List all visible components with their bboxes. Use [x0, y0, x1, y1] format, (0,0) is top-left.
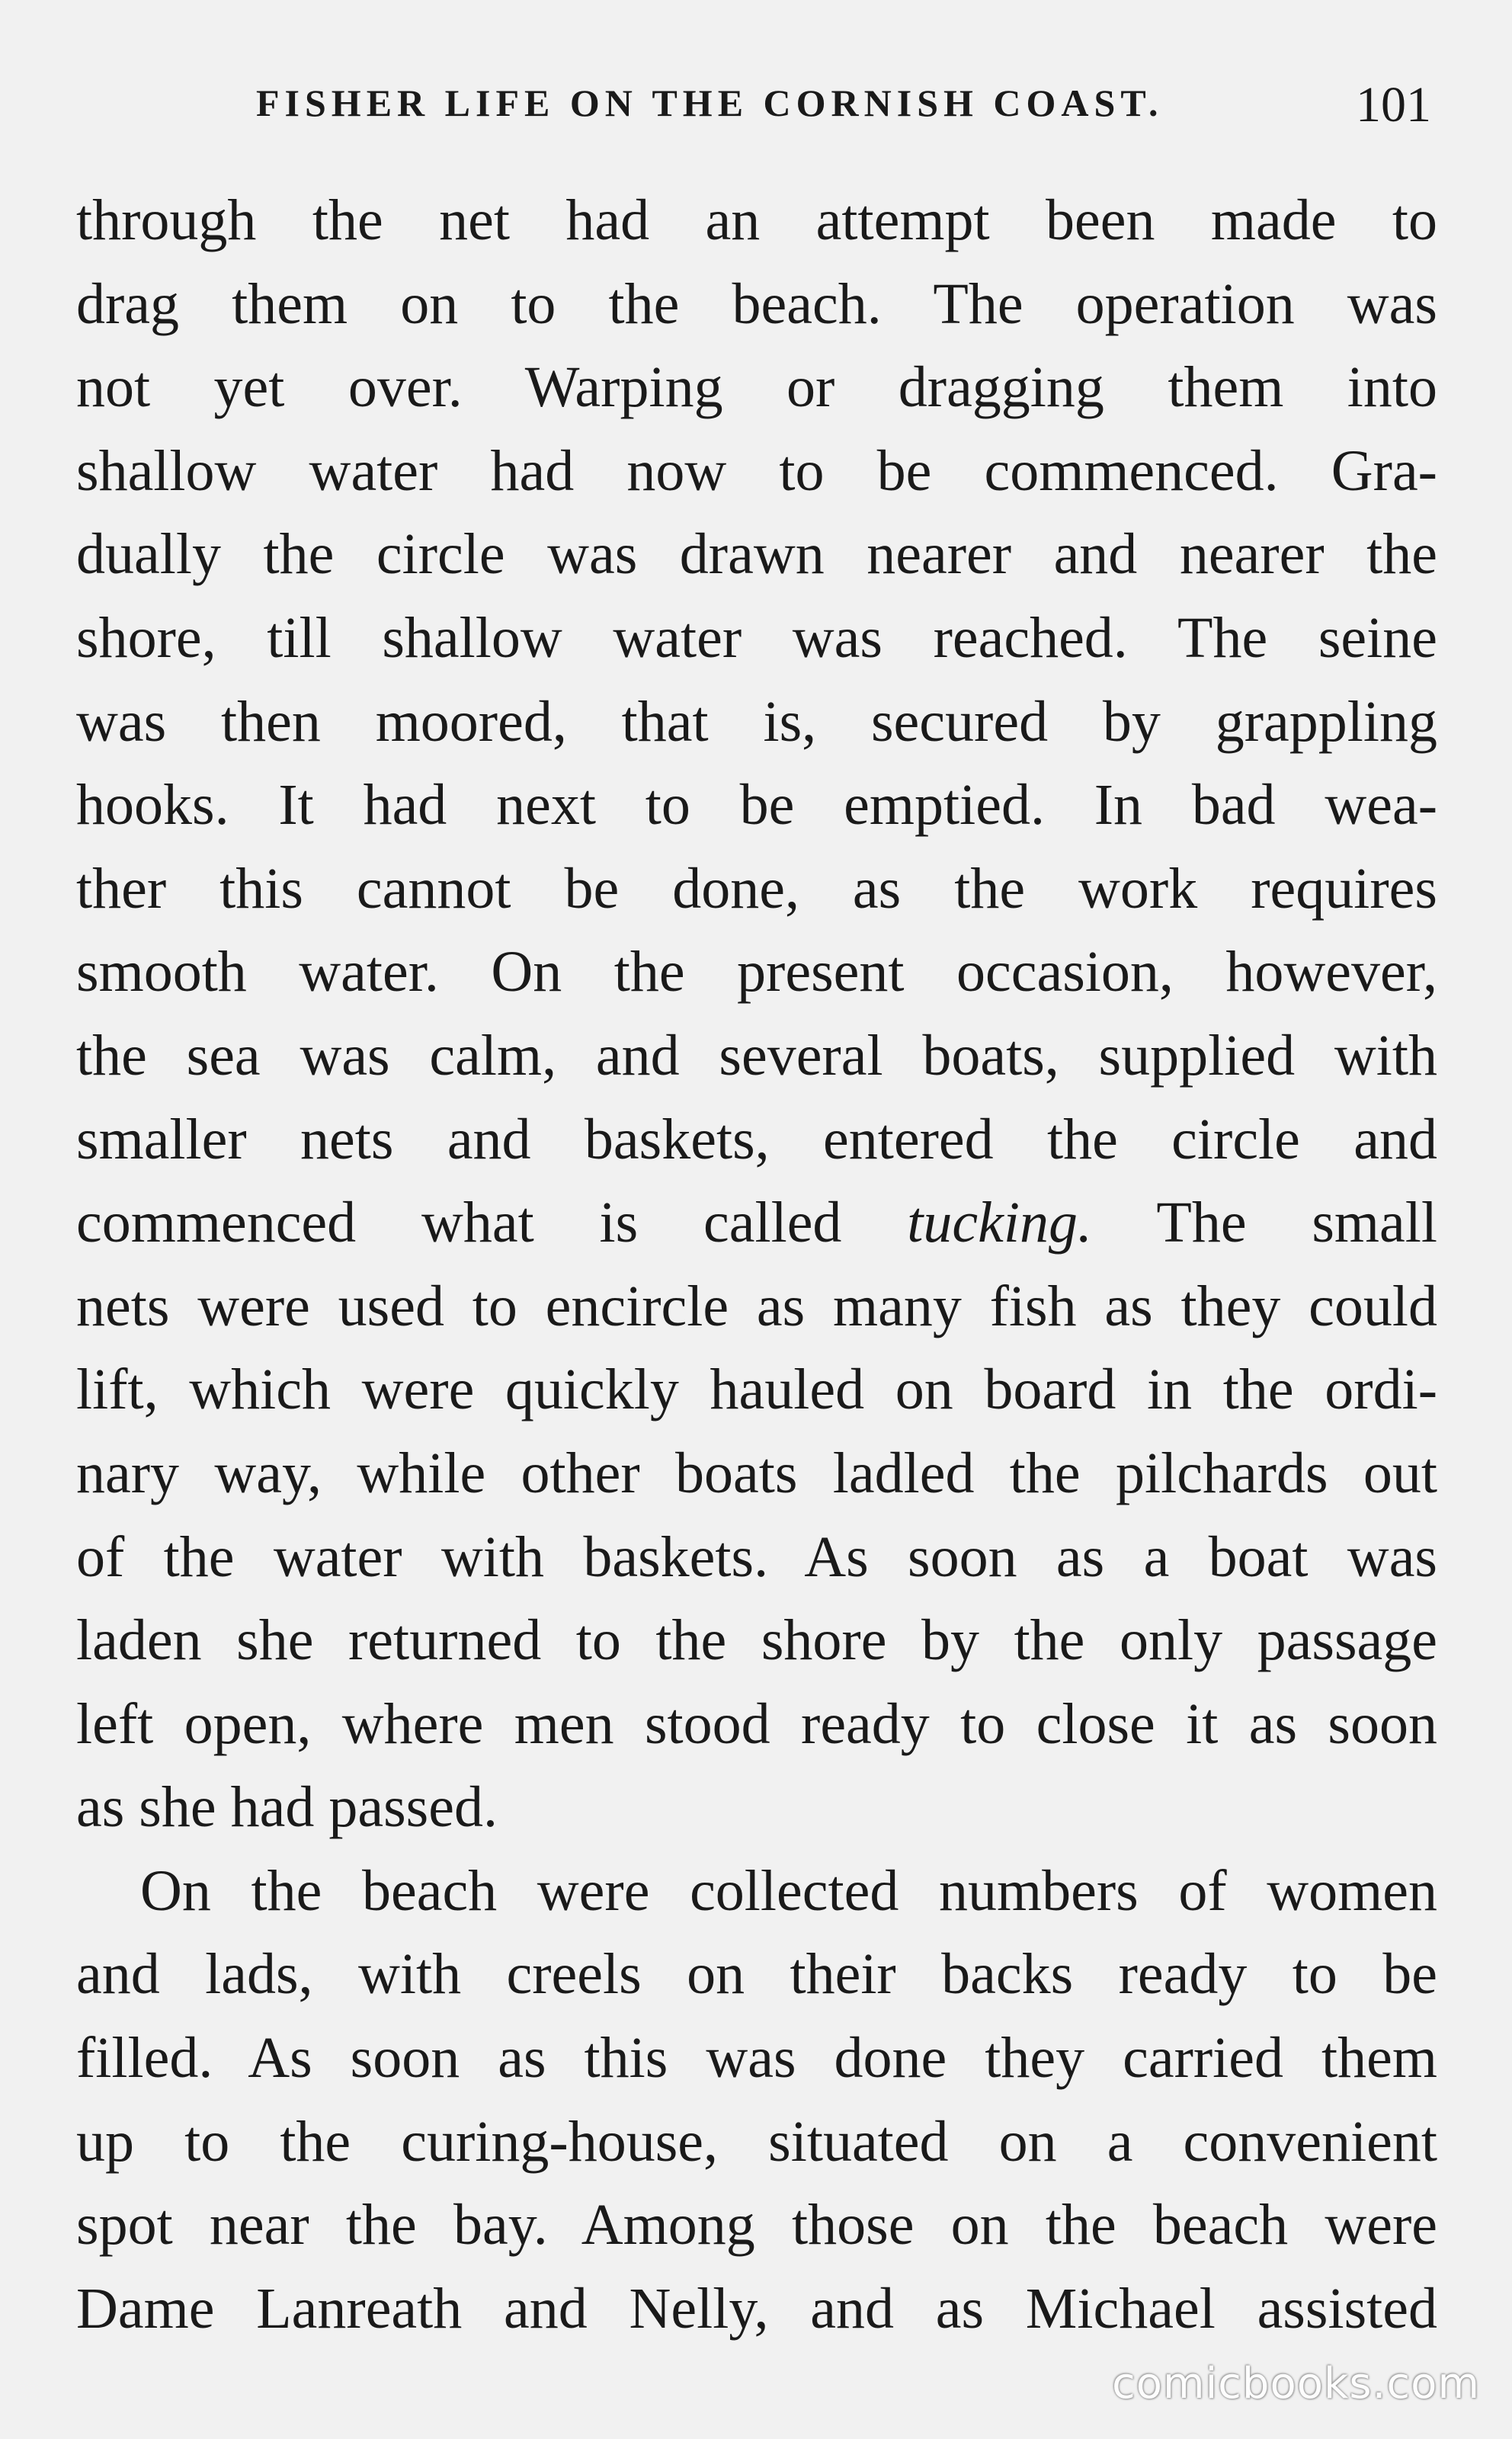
text-segment: commenced what is called: [76, 1191, 842, 1255]
text-line: not yet over. Warping or dragging them into: [76, 355, 1437, 420]
text-line: dually the circle was drawn nearer and nearer the: [76, 522, 1437, 587]
text-line: nets were used to encircle as many fish as they could: [76, 1274, 1437, 1338]
text-line: shore, till shallow water was reached. The seine: [76, 605, 1437, 670]
text-line: filled. As soon as this was done they carried them: [76, 2026, 1437, 2091]
text-line: through the net had an attempt been made to: [76, 188, 1437, 252]
text-line: up to the curing-house, situated on a convenient: [76, 2109, 1437, 2174]
text-line: smooth water. On the present occasion, however,: [76, 940, 1437, 1005]
running-head: [256, 76, 1431, 137]
running-title: FISHER LIFE ON THE CORNISH COAST.: [256, 82, 1164, 124]
paragraph: [76, 1850, 1437, 2351]
text-line: smaller nets and baskets, entered the circle and: [76, 1107, 1437, 1171]
text-line: Dame Lanreath and Nelly, and as Michael assisted: [76, 2276, 1437, 2341]
text-segment: The small: [1156, 1191, 1438, 1255]
text-line: nary way, while other boats ladled the pilchards out: [76, 1441, 1437, 1505]
text-line: as she had passed.: [76, 1775, 498, 1840]
text-line-with-italic: [76, 1181, 1437, 1265]
text-line: shallow water had now to be commenced. Gra-: [76, 438, 1437, 503]
italic-term: tucking.: [907, 1191, 1092, 1255]
text-line: and lads, with creels on their backs ready to be: [76, 1942, 1437, 2007]
text-line: lift, which were quickly hauled on board in the ordi-: [76, 1357, 1437, 1422]
text-line: drag them on to the beach. The operation was: [76, 271, 1437, 336]
text-line: laden she returned to the shore by the only passage: [76, 1608, 1437, 1673]
text-line: of the water with baskets. As soon as a boat was: [76, 1524, 1437, 1589]
text-line: On the beach were collected numbers of women: [140, 1858, 1437, 1923]
page-number: 101: [1356, 77, 1431, 133]
text-line: spot near the bay. Among those on the beach were: [76, 2193, 1437, 2258]
text-line: hooks. It had next to be emptied. In bad wea-: [76, 773, 1437, 838]
text-line: left open, where men stood ready to close it as soon: [76, 1691, 1437, 1756]
paragraph: [76, 179, 1437, 1850]
body-text: [76, 179, 1437, 2351]
text-line: ther this cannot be done, as the work requires: [76, 856, 1437, 921]
text-line: the sea was calm, and several boats, supplied with: [76, 1023, 1437, 1088]
text-line: was then moored, that is, secured by grappling: [76, 689, 1437, 754]
watermark: comicbooks.com: [1111, 2359, 1480, 2409]
